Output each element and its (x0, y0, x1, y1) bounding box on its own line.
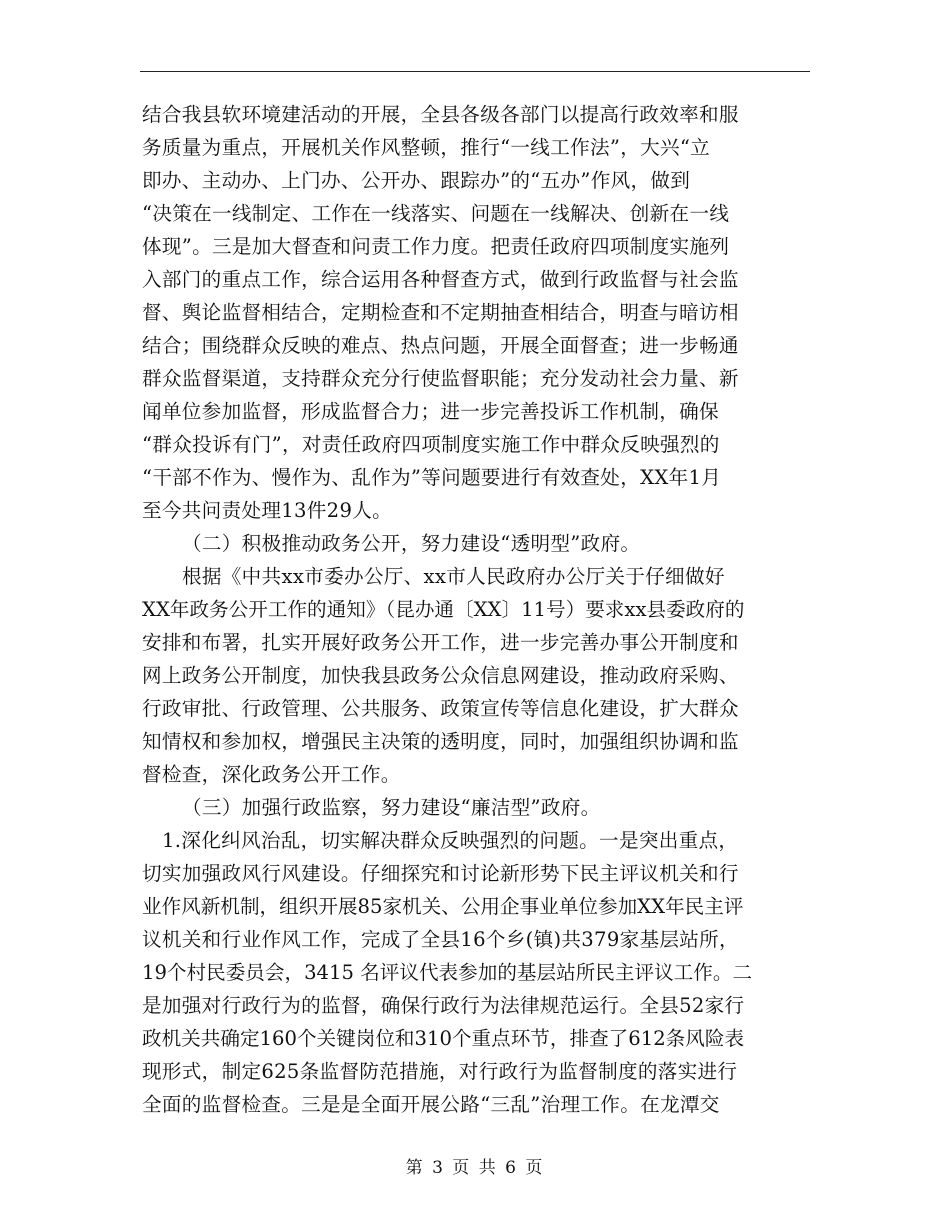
text-line: 入部门的重点工作，综合运用各种督查方式，做到行政监督与社会监 (142, 268, 739, 291)
text-line: 议机关和行业作风工作，完成了全县16个乡(镇)共379家基层站所， (142, 928, 739, 951)
text-line: 行政审批、行政管理、公共服务、政策宣传等信息化建设，扩大群众 (142, 697, 739, 720)
text-line: 即办、主动办、上门办、公开办、跟踪办”的“五办”作风，做到 (142, 169, 691, 192)
text-line: 知情权和参加权，增强民主决策的透明度，同时，加强组织协调和监 (142, 730, 739, 753)
text-line: 督、舆论监督相结合，定期检查和不定期抽查相结合，明查与暗访相 (142, 301, 739, 324)
text-line: 网上政务公开制度，加快我县政务公众信息网建设，推动政府采购、 (142, 664, 739, 687)
text-line: 闻单位参加监督，形成监督合力；进一步完善投诉工作机制，确保 (142, 400, 719, 423)
text-line: “干部不作为、慢作为、乱作为”等问题要进行有效查处，XX年1月 (142, 466, 722, 489)
text-line: 19个村民委员会，3415 名评议代表参加的基层站所民主评议工作。二 (142, 961, 753, 984)
text-line: 结合；围绕群众反映的难点、热点问题，开展全面督查；进一步畅通 (142, 334, 739, 357)
text-line: 业作风新机制，组织开展85家机关、公用企事业单位参加XX年民主评 (142, 895, 744, 918)
text-line: 是加强对行政行为的监督，确保行政行为法律规范运行。全县52家行 (142, 994, 745, 1017)
text-line: 督检查，深化政务公开工作。 (142, 763, 401, 786)
text-line: “群众投诉有门”，对责任政府四项制度实施工作中群众反映强烈的 (142, 433, 720, 456)
text-line: 至今共问责处理13件29人。 (142, 499, 393, 522)
section-heading: （三）加强行政监察，努力建设“廉洁型”政府。 (182, 796, 601, 819)
text-line: XX年政务公开工作的通知》（昆办通〔XX〕11号）要求xx县委政府的 (142, 598, 745, 621)
text-line: 全面的监督检查。三是是全面开展公路“三乱”治理工作。在龙潭交 (142, 1093, 720, 1116)
text-line: 政机关共确定160个关键岗位和310个重点环节，排查了612条风险表 (142, 1027, 745, 1050)
text-line: 1.深化纠风治乱，切实解决群众反映强烈的问题。一是突出重点， (162, 829, 739, 852)
header-rule (140, 71, 810, 72)
section-heading: （二）积极推动政务公开，努力建设“透明型”政府。 (182, 532, 641, 555)
text-line: “决策在一线制定、工作在一线落实、问题在一线解决、创新在一线 (142, 202, 730, 225)
text-line: 切实加强政风行风建设。仔细探究和讨论新形势下民主评议机关和行 (142, 862, 739, 885)
text-line: 务质量为重点，开展机关作风整顿，推行“一线工作法”，大兴“立 (142, 136, 711, 159)
text-line: 群众监督渠道，支持群众充分行使监督职能；充分发动社会力量、新 (142, 367, 739, 390)
text-line: 结合我县软环境建活动的开展，全县各级各部门以提高行政效率和服 (142, 103, 739, 126)
body-text (142, 98, 812, 1121)
text-line: 安排和布署，扎实开展好政务公开工作，进一步完善办事公开制度和 (142, 631, 739, 654)
text-line: 体现”。三是加大督查和问责工作力度。把责任政府四项制度实施列 (142, 235, 730, 258)
page-number-footer: 第 3 页 共 6 页 (405, 1158, 545, 1178)
text-line: 根据《中共xx市委办公厅、xx市人民政府办公厅关于仔细做好 (182, 565, 725, 588)
text-line: 现形式，制定625条监督防范措施，对行政行为监督制度的落实进行 (142, 1060, 738, 1083)
